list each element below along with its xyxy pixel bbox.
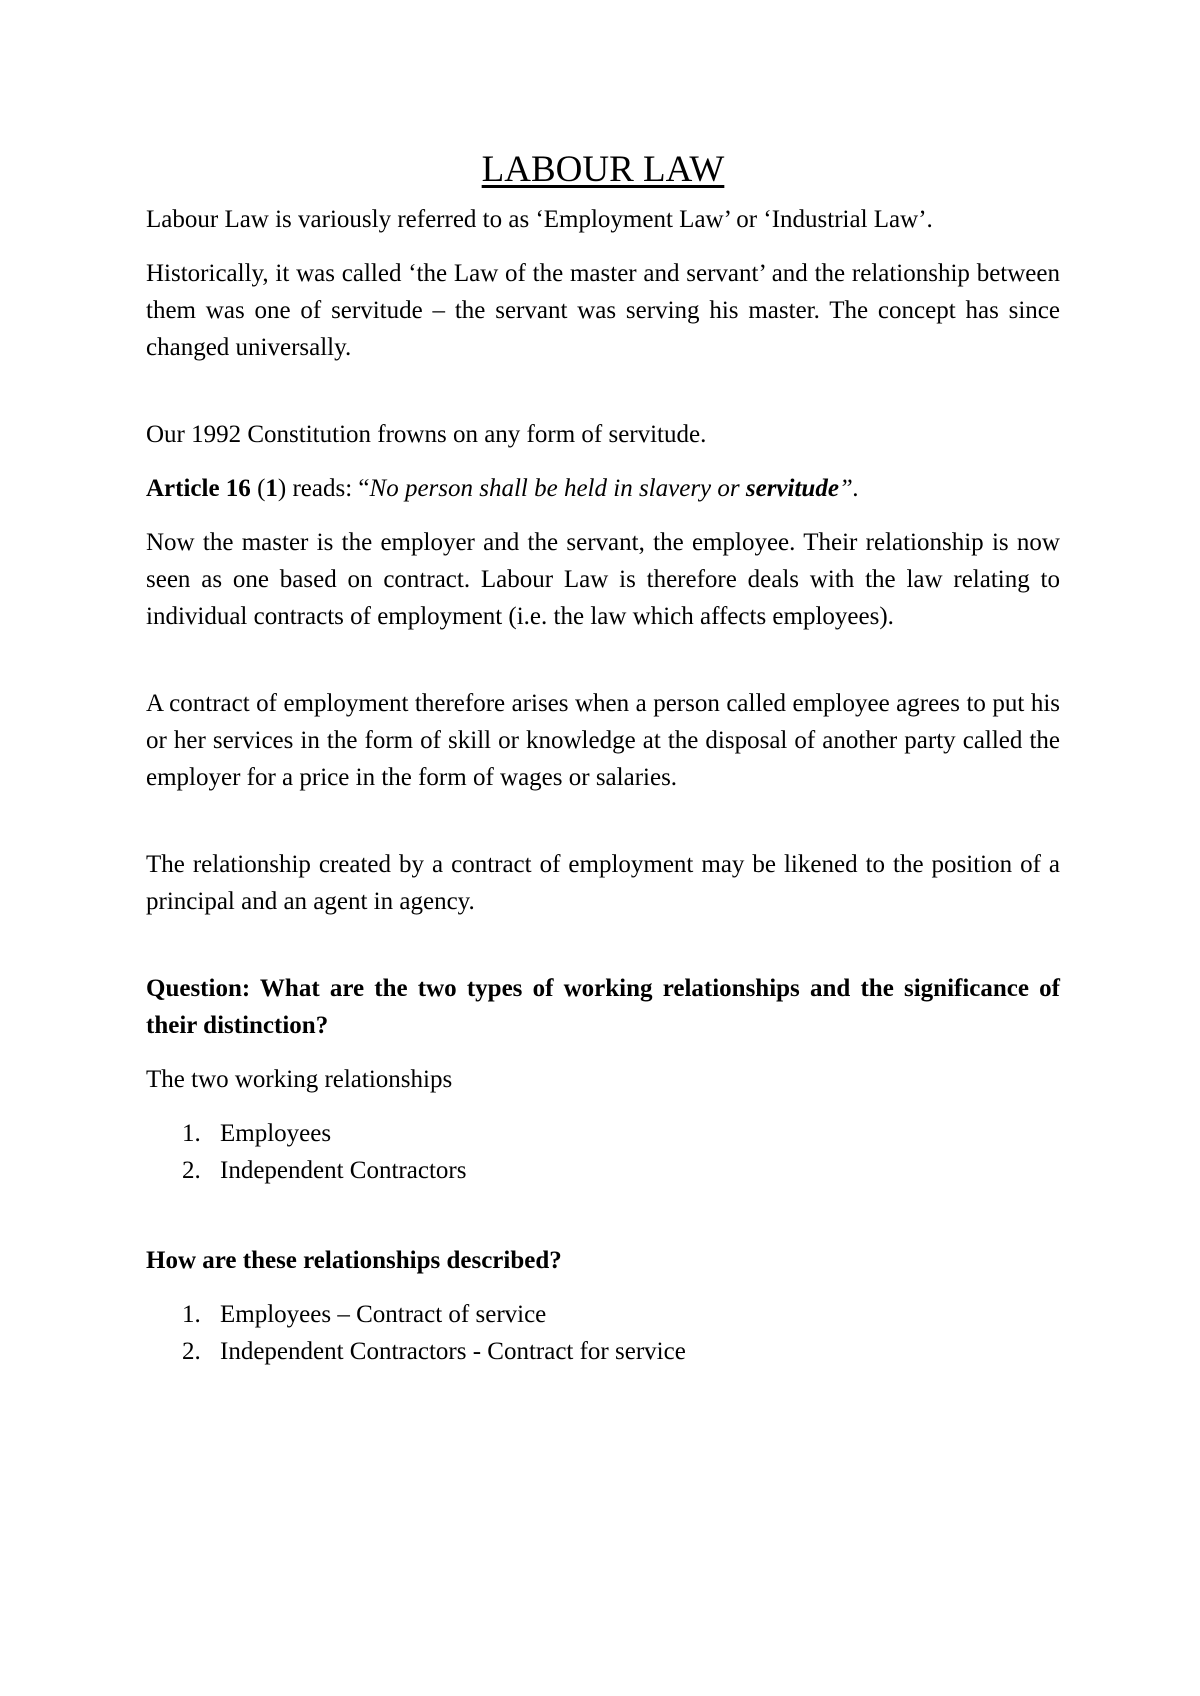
document-title: LABOUR LAW bbox=[481, 149, 725, 190]
list-item bbox=[146, 1296, 1060, 1333]
relationships-intro: The two working relationships bbox=[146, 1066, 453, 1093]
article-quote: No person shall be held in slavery or bbox=[369, 475, 746, 502]
paragraph-employment: A contract of employment therefore arises when a person called employee agrees to put his or her services in the form of skill or knowledge at the disposal of another party called the employer for a price in the form of wages or salaries. bbox=[146, 690, 1060, 791]
paragraph-article bbox=[146, 470, 1060, 507]
list-text: Employees bbox=[220, 1120, 332, 1147]
list-item bbox=[146, 1115, 1060, 1152]
list-number: 2. bbox=[182, 1338, 201, 1365]
list-text: Independent Contractors - Contract for service bbox=[220, 1338, 686, 1365]
article-ref-open: ( bbox=[250, 475, 266, 502]
list-number: 1. bbox=[182, 1120, 201, 1147]
paragraph-agency: The relationship created by a contract of employment may be likened to the position of a principal and an agent in agency. bbox=[146, 851, 1060, 915]
paragraph-history: Historically, it was called ‘the Law of the master and servant’ and the relationship between them was one of servitude – the servant was serving his master. The concept has since changed universally. bbox=[146, 260, 1060, 361]
article-quote-emphasis: servitude bbox=[745, 475, 839, 502]
list-number: 1. bbox=[182, 1301, 201, 1328]
article-ref-close: ) reads: “ bbox=[277, 475, 370, 502]
article-ref-number: 1 bbox=[265, 475, 278, 502]
question-heading-description: How are these relationships described? bbox=[146, 1247, 562, 1274]
article-quote-end: ”. bbox=[838, 475, 860, 502]
relationships-list bbox=[146, 1115, 1060, 1189]
question-heading-types: Question: What are the two types of working relationships and the significance of their distinction? bbox=[146, 975, 1060, 1039]
list-item bbox=[146, 1152, 1060, 1189]
list-number: 2. bbox=[182, 1157, 201, 1184]
document-content bbox=[146, 148, 1060, 1387]
list-item bbox=[146, 1333, 1060, 1370]
descriptions-list bbox=[146, 1296, 1060, 1370]
paragraph-intro: Labour Law is variously referred to as ‘Employment Law’ or ‘Industrial Law’. bbox=[146, 206, 933, 233]
paragraph-contract: Now the master is the employer and the servant, the employee. Their relationship is now seen as one based on contract. Labour Law is therefore deals with the law relating to individual contracts of employment (i.e. the law which affects employees). bbox=[146, 529, 1060, 630]
paragraph-constitution: Our 1992 Constitution frowns on any form of servitude. bbox=[146, 421, 707, 448]
list-text: Employees – Contract of service bbox=[220, 1301, 547, 1328]
article-ref: Article 16 bbox=[146, 475, 251, 502]
list-text: Independent Contractors bbox=[220, 1157, 467, 1184]
